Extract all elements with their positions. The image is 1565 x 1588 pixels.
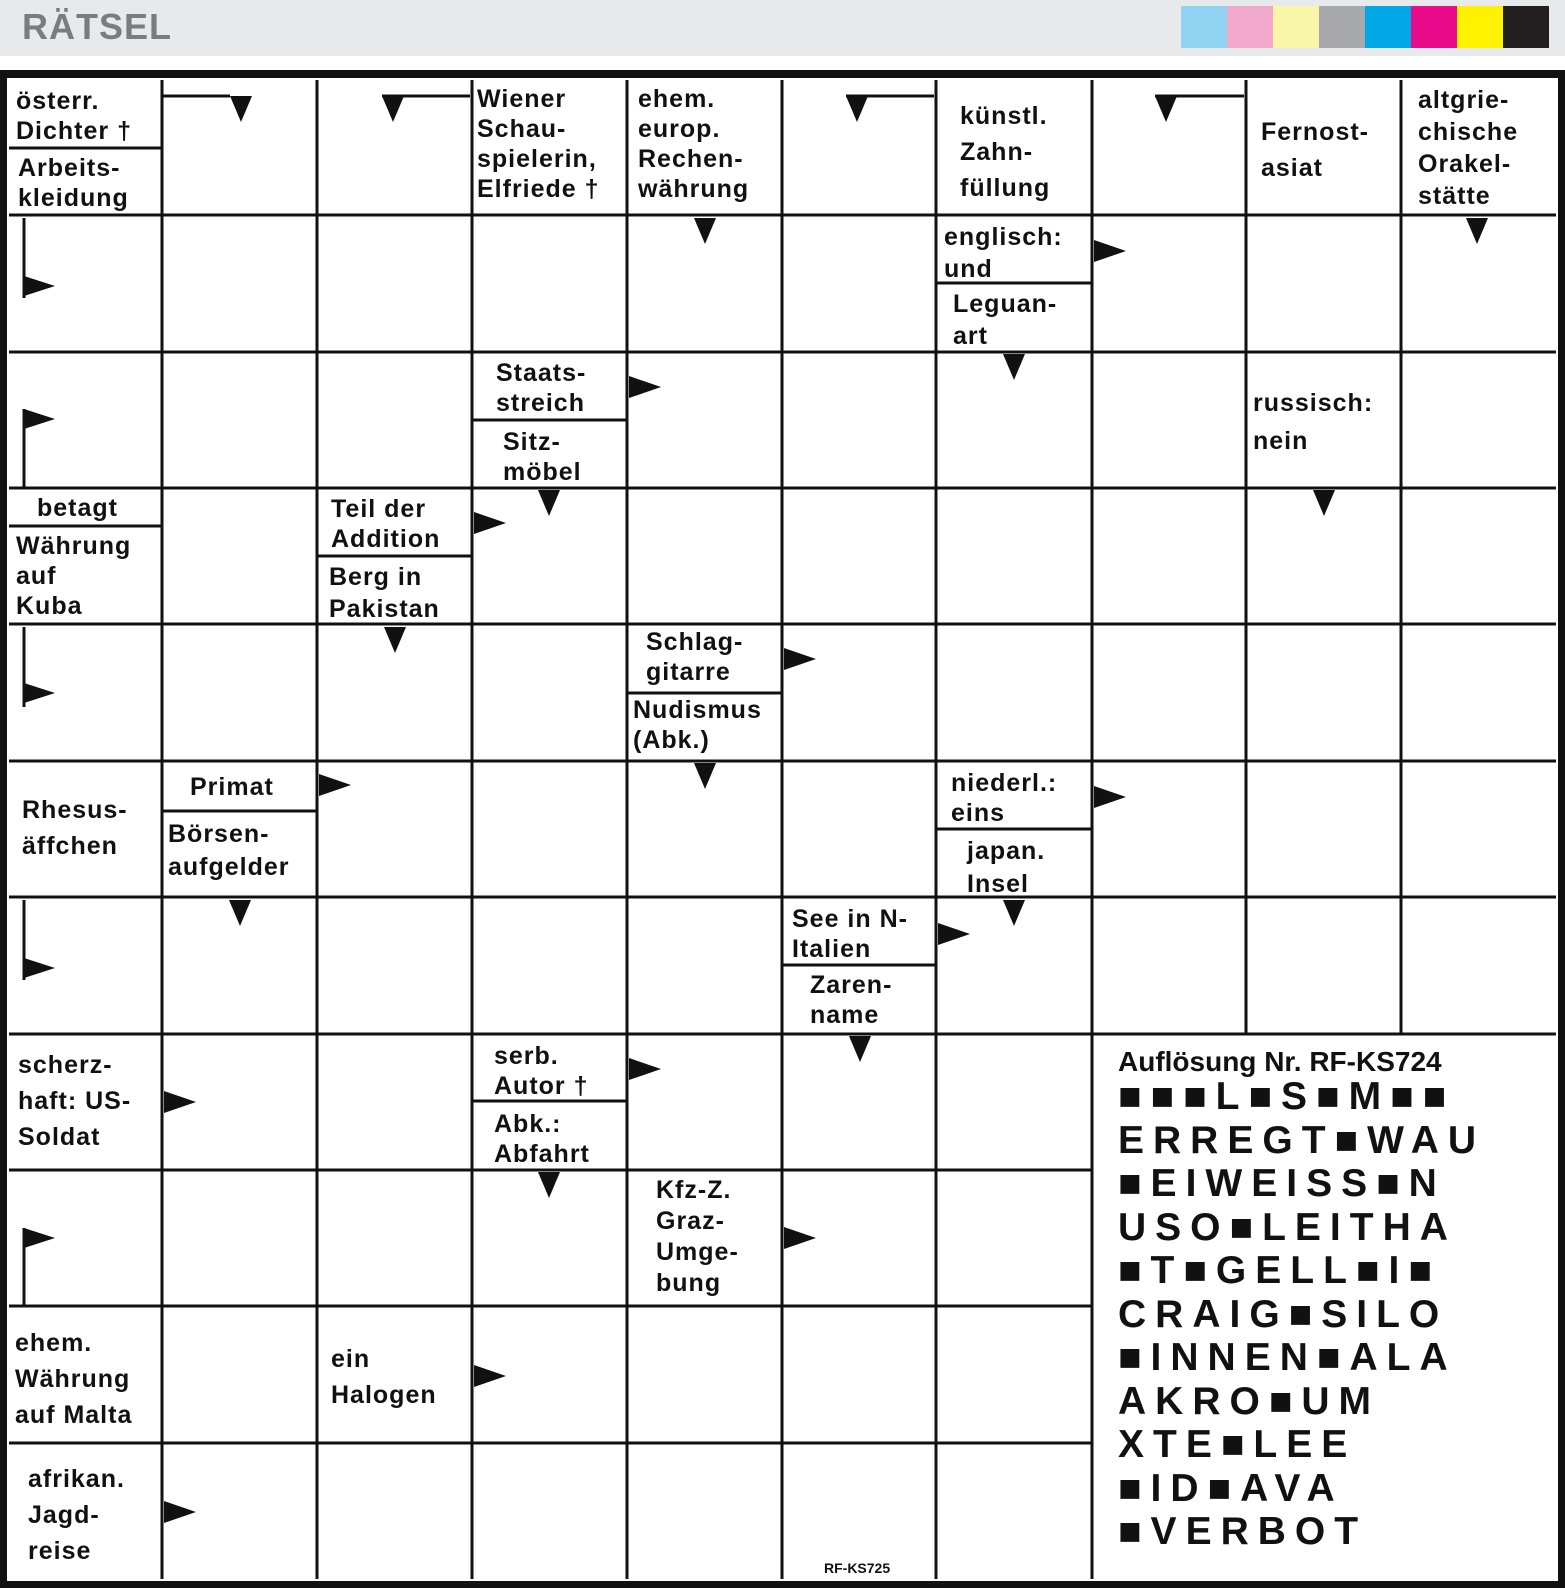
arrow-right-icon <box>24 409 55 429</box>
clue-schlaggitarre: Schlag- gitarre <box>646 628 744 686</box>
solution-line: ■ID■AVA <box>1118 1466 1344 1510</box>
solution-line: ■INNEN■ALA <box>1118 1336 1457 1379</box>
arrow-down-icon <box>694 218 716 244</box>
clue-niederl-eins: niederl.: eins <box>951 769 1058 827</box>
clue-serb-autor: serb. Autor † <box>494 1042 589 1100</box>
clue-teil-der-addition: Teil der Addition <box>331 495 441 553</box>
arrow-down-icon <box>230 96 252 122</box>
clue-fernostasiat: Fernost- asiat <box>1261 118 1369 182</box>
clue-arbeitskleidung: Arbeits- kleidung <box>18 154 129 212</box>
clue-kfz-graz: Kfz-Z. Graz- Umge- bung <box>656 1176 739 1297</box>
page-title: RÄTSEL <box>22 6 172 47</box>
clue-rhesusaeffchen: Rhesus- äffchen <box>22 796 128 860</box>
solution-line: ■VERBOT <box>1118 1510 1368 1553</box>
arrow-right-icon <box>938 923 970 945</box>
arrow-right-icon <box>1094 240 1126 262</box>
clue-see-italien: See in N- Italien <box>792 905 908 963</box>
clue-japan-insel: japan. Insel <box>967 837 1046 898</box>
clue-rechenwaehrung: ehem. europ. Rechen- währung <box>638 85 750 203</box>
arrow-right-icon <box>24 1228 55 1248</box>
arrow-down-icon <box>1313 490 1335 516</box>
arrow-right-icon <box>24 958 55 978</box>
arrow-down-icon <box>229 900 251 926</box>
solution-line: USO■LEITHA <box>1118 1205 1457 1249</box>
clue-oesterr-dichter: österr. Dichter † <box>16 87 132 145</box>
clue-us-soldat: scherz- haft: US- Soldat <box>18 1051 132 1151</box>
solution-line: ■■■L■S■M■■ <box>1118 1075 1456 1118</box>
clue-jagdreise: afrikan. Jagd- reise <box>28 1465 125 1565</box>
clue-leguanart: Leguan- art <box>953 290 1058 350</box>
clue-betagt: betagt <box>37 494 118 522</box>
clue-waehrung-malta: ehem. Währung auf Malta <box>15 1329 133 1429</box>
arrow-down-icon <box>382 96 404 122</box>
clue-boersenaufgelder: Börsen- aufgelder <box>168 820 290 881</box>
solution-line: AKRO■UM <box>1118 1379 1381 1423</box>
solution-line: CRAIG■SILO <box>1118 1292 1449 1336</box>
clue-abfahrt: Abk.: Abfahrt <box>494 1110 590 1168</box>
solution-line: ERREGT■WAU <box>1118 1118 1486 1162</box>
clue-russisch-nein: russisch: nein <box>1253 389 1374 455</box>
arrow-right-icon <box>24 276 55 296</box>
arrow-right-icon <box>784 1227 816 1249</box>
arrow-down-icon <box>1003 354 1025 380</box>
arrow-right-icon <box>319 774 351 796</box>
arrow-right-icon <box>164 1501 196 1523</box>
arrow-down-icon <box>1466 218 1488 244</box>
arrow-right-icon <box>474 512 506 534</box>
solution-line: ■T■GELL■I■ <box>1118 1249 1441 1292</box>
arrow-right-icon <box>164 1091 196 1113</box>
arrow-down-icon <box>1155 96 1177 122</box>
solution-title: Auflösung Nr. RF-KS724 <box>1118 1046 1442 1077</box>
clue-zahnfuellung: künstl. Zahn- füllung <box>960 102 1051 202</box>
clue-berg-pakistan: Berg in Pakistan <box>329 563 440 623</box>
arrow-right-icon <box>1094 786 1126 808</box>
clue-waehrung-kuba: Währung auf Kuba <box>16 532 132 620</box>
arrow-right-icon <box>629 376 661 398</box>
arrow-down-icon <box>538 1172 560 1198</box>
arrow-down-icon <box>538 490 560 516</box>
clue-wiener-schauspielerin: Wiener Schau- spielerin, Elfriede † <box>477 85 600 203</box>
arrow-right-icon <box>629 1058 661 1080</box>
clue-zarenname: Zaren- name <box>810 971 893 1029</box>
arrow-right-icon <box>24 683 55 703</box>
clue-staatsstreich: Staats- streich <box>496 359 587 417</box>
arrow-down-icon <box>384 627 406 653</box>
arrow-right-icon <box>784 648 816 670</box>
solution-line: ■EIWEISS■N <box>1118 1162 1446 1205</box>
clue-nudismus: Nudismus (Abk.) <box>633 696 762 754</box>
solution-line: XTE■LEE <box>1118 1423 1357 1466</box>
arrow-down-icon <box>846 96 868 122</box>
clue-primat: Primat <box>190 773 274 801</box>
arrow-right-icon <box>474 1365 506 1387</box>
arrow-down-icon <box>849 1036 871 1062</box>
clue-sitzmoebel: Sitz- möbel <box>503 428 582 486</box>
clue-halogen: ein Halogen <box>331 1345 437 1409</box>
clue-englisch-und: englisch: und <box>944 223 1063 283</box>
arrow-down-icon <box>1003 900 1025 926</box>
puzzle-code: RF-KS725 <box>824 1560 891 1576</box>
clue-orakelstaette: altgrie- chische Orakel- stätte <box>1418 86 1519 210</box>
arrow-down-icon <box>694 763 716 789</box>
